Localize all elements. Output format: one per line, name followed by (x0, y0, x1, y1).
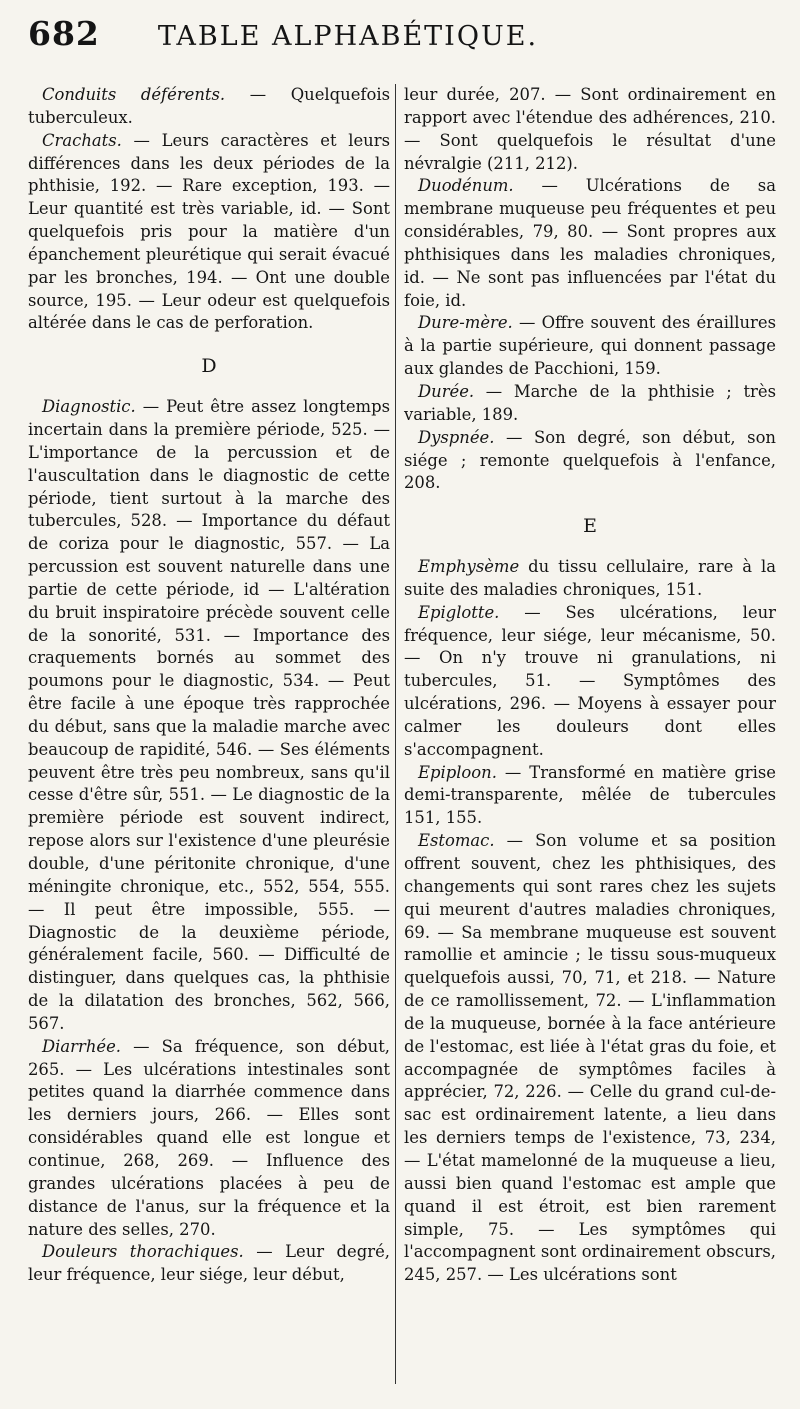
entry-term: Diarrhée. (42, 1036, 121, 1056)
entry-term: Epiglotte. (418, 602, 500, 622)
entry-text: leur durée, 207. — Sont ordinairement en rapport avec l'étendue des adhérences, 210. — Sont quelquefois le résultat d'une névralgie (211, 212). (404, 85, 776, 173)
page-number: 682 (28, 14, 100, 53)
page-header (28, 14, 780, 60)
index-entry (404, 762, 776, 831)
column-divider (395, 84, 396, 1384)
entry-term: Emphysème (418, 557, 520, 577)
entry-text: — Leur degré, leur fréquence, leur siége, leur début, (28, 1242, 390, 1285)
entry-text: — Ulcérations de sa membrane muqueuse peu fréquentes et peu considérables, 79, 80. — Sont propres aux phthisiques dans les maladies chroniques, id. — Ne sont pas influencées par l'état du foie, id. (404, 176, 776, 310)
entry-text: — Marche de la phthisie ; très variable, 189. (404, 381, 776, 424)
index-entry (28, 1036, 390, 1242)
index-entry (404, 602, 776, 762)
entry-term: Duodénum. (418, 176, 514, 196)
index-entry (28, 1241, 390, 1287)
section-letter: D (201, 355, 217, 378)
section-letter: E (583, 515, 597, 538)
entry-text: — Offre souvent des éraillures à la partie supérieure, qui donnent passage aux glandes de Pacchioni, 159. (404, 313, 776, 379)
entry-text: — Son degré, son début, son siége ; remonte quelquefois à l'enfance, 208. (404, 427, 776, 493)
running-title: TABLE ALPHABÉTIQUE. (157, 21, 539, 52)
index-entry (404, 84, 776, 175)
right-column (404, 84, 776, 1287)
index-entry (404, 427, 776, 496)
entry-text: — Ses ulcérations, leur fréquence, leur siége, leur mécanisme, 50. — On n'y trouve ni granulations, ni tubercules, 51. — Symptômes des ulcérations, 296. — Moyens à essayer pour calmer les douleurs dont elles s'accompagnent. (404, 602, 776, 759)
entry-text: — Son volume et sa position offrent souvent, chez les phthisiques, des changements qui sont rares chez les sujets qui meurent d'autres maladies chroniques, 69. — Sa membrane muqueuse est souvent ramollie et amincie ; le tissu sous-muqueux quelquefois aussi, 70, 71, et 218. — Nature de ce ramollissement, 72. — L'inflammation de la muqueuse, bornée à la face antérieure de l'estomac, est liée à l'état gras du foie, et accompagnée de symptômes faciles à apprécier, 72, 226. — Celle du grand cul-de-sac est ordinairement latente, a lieu dans les derniers temps de l'existence, 73, 234, — L'état mamelonné de la muqueuse a lieu, aussi bien quand l'estomac est ample que quand il est étroit, est bien rarement simple, 75. — Les symptômes qui l'accompagnent sont ordinairement obscurs, 245, 257. — Les ulcérations sont (404, 831, 776, 1285)
index-entry (404, 312, 776, 381)
index-entry (28, 130, 390, 336)
entry-term: Douleurs thorachiques. (42, 1242, 244, 1262)
entry-text: — Transformé en matière grise demi-transparente, mêlée de tubercules 151, 155. (404, 762, 776, 828)
entry-text: du tissu cellulaire, rare à la suite des maladies chroniques, 151. (404, 557, 776, 599)
index-entry (404, 175, 776, 312)
left-column (28, 84, 390, 1287)
entry-term: Durée. (418, 381, 475, 401)
index-entry (404, 381, 776, 427)
entry-term: Dure-mère. (418, 313, 513, 333)
entry-term: Crachats. (42, 130, 122, 150)
entry-term: Dyspnée. (418, 427, 495, 447)
entry-term: Estomac. (418, 831, 495, 851)
entry-text: — Quelquefois tuberculeux. (28, 85, 390, 127)
entry-text: — Leurs caractères et leurs différences dans les deux périodes de la phthisie, 192. — Rare exception, 193. — Leur quantité est très variable, id. — Sont quelquefois pris pour la matière d'un épanchement pleurétique qui serait évacué par les bronches, 194. — Ont une double source, 195. — Leur odeur est quelquefois altérée dans le cas de perforation. (28, 130, 390, 333)
entry-text: — Peut être assez longtemps incertain dans la première période, 525. — L'importance de la percussion et de l'auscultation dans le diagnostic de cette période, tient surtout à la marche des tubercules, 528. — Importance du défaut de coriza pour le diagnostic, 557. — La percussion est souvent naturelle dans une partie de cette période, id — L'altération du bruit inspiratoire précède souvent celle de la sonorité, 531. — Importance des craquements bornés au sommet des poumons pour le diagnostic, 534. — Peut être facile à une époque très rapprochée du début, sans que la maladie marche avec beaucoup de rapidité, 546. — Ses éléments peuvent être très peu nombreux, sans qu'il cesse d'être sûr, 551. — Le diagnostic de la première période est souvent indirect, repose alors sur l'existence d'une pleurésie double, d'une péritonite chronique, d'une méningite chronique, etc., 552, 554, 555. — Il peut être impossible, 555. — Diagnostic de la deuxième période, généralement facile, 560. — Difficulté de distinguer, dans quelques cas, la phthisie de la dilatation des bronches, 562, 566, 567. (28, 397, 390, 1033)
index-entry (28, 84, 390, 130)
entry-term: Conduits déférents. (42, 85, 226, 104)
index-entry (28, 396, 390, 1036)
entry-term: Diagnostic. (42, 397, 136, 417)
index-entry (404, 830, 776, 1287)
entry-term: Epiploon. (418, 762, 497, 782)
entry-text: — Sa fréquence, son début, 265. — Les ulcérations intestinales sont petites quand la diarrhée commence dans les derniers jours, 266. — Elles sont considérables quand elle est longue et continue, 268, 269. — Influence des grandes ulcérations placées à peu de distance de l'anus, sur la fréquence et la nature des selles, 270. (28, 1036, 390, 1239)
index-entry (404, 556, 776, 602)
